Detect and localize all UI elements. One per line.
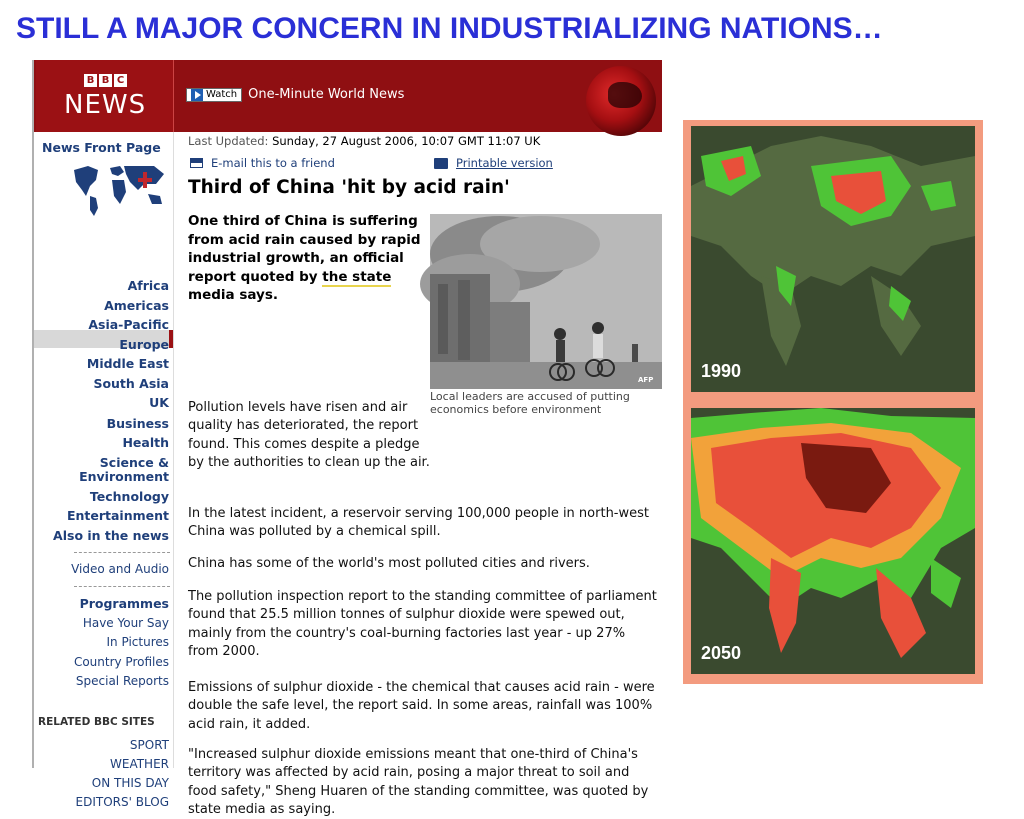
play-icon bbox=[191, 89, 203, 101]
article-paragraph: Pollution levels have risen and air quality has deteriorated, the report found. This comes despite a pledge by the authorities to clean up the air. bbox=[188, 400, 430, 470]
acid-rain-maps-panel bbox=[683, 120, 983, 684]
world-map-icon[interactable] bbox=[68, 160, 170, 218]
asia-map-2050 bbox=[691, 408, 975, 674]
last-updated-value: Sunday, 27 August 2006, 10:07 GMT 11:07 UK bbox=[272, 134, 541, 148]
slide-title: STILL A MAJOR CONCERN IN INDUSTRIALIZING NATIONS… bbox=[16, 12, 883, 45]
bbc-header bbox=[34, 60, 662, 132]
nav-news-front-page[interactable]: News Front Page bbox=[42, 140, 161, 155]
watch-button[interactable] bbox=[186, 88, 242, 102]
nav-also-in-the-news[interactable]: Also in the news bbox=[53, 528, 169, 543]
asia-map-1990 bbox=[691, 126, 975, 392]
article-paragraph: Emissions of sulphur dioxide - the chemical that causes acid rain - were double the safe level, the report said. In some areas, rainfall was 100% acid rain, it added. bbox=[188, 680, 655, 732]
acid-rain-map-1990 bbox=[691, 126, 975, 392]
bbc-logo-block: B bbox=[99, 74, 112, 87]
article-paragraph: In the latest incident, a reservoir serving 100,000 people in north-west China was polluted by a chemical spill. bbox=[188, 506, 649, 540]
nav-region-south-asia[interactable]: South Asia bbox=[93, 376, 169, 391]
article-headline: Third of China 'hit by acid rain' bbox=[188, 177, 510, 198]
related-sport[interactable]: SPORT bbox=[129, 738, 169, 752]
related-on-this-day[interactable]: ON THIS DAY bbox=[91, 776, 169, 790]
bbc-logo-block: B bbox=[84, 74, 97, 87]
nav-science[interactable]: Science & bbox=[99, 455, 169, 470]
nav-country-profiles[interactable]: Country Profiles bbox=[73, 655, 169, 669]
nav-special-reports[interactable]: Special Reports bbox=[75, 674, 169, 688]
lead-text-start: One third of China is suffering from acid rain caused by rapid industrial growth, an official report quoted by bbox=[188, 213, 421, 285]
nav-region-europe[interactable]: Europe bbox=[119, 337, 169, 352]
email-friend-label: E-mail this to a friend bbox=[211, 156, 335, 170]
smog-factory-photo bbox=[430, 214, 662, 389]
nav-business[interactable]: Business bbox=[106, 416, 169, 431]
article-paragraph: "Increased sulphur dioxide emissions meant that one-third of China's territory was affected by acid rain, posing a major threat to soil and food safety," Sheng Huaren of the standing committee, was quoted by state media as saying. bbox=[188, 747, 649, 817]
nav-environment[interactable]: Environment bbox=[79, 469, 169, 484]
nav-region-middle-east[interactable]: Middle East bbox=[86, 356, 169, 371]
last-updated-label: Last Updated: bbox=[188, 134, 269, 148]
nav-video-and-audio[interactable]: Video and Audio bbox=[71, 562, 169, 576]
mail-icon bbox=[190, 158, 203, 168]
nav-divider bbox=[74, 552, 170, 553]
map-year-label: 2050 bbox=[701, 643, 742, 663]
nav-in-pictures[interactable]: In Pictures bbox=[106, 635, 169, 649]
bbc-logo-block: C bbox=[114, 74, 127, 87]
article-paragraph: China has some of the world's most polluted cities and rivers. bbox=[188, 556, 590, 571]
related-weather[interactable]: WEATHER bbox=[110, 757, 169, 771]
nav-region-africa[interactable]: Africa bbox=[127, 278, 169, 293]
nav-region-americas[interactable]: Americas bbox=[104, 298, 169, 313]
lead-inline-link[interactable]: the state bbox=[322, 268, 392, 285]
bbc-news-screenshot bbox=[32, 60, 660, 817]
related-sites-heading: RELATED BBC SITES bbox=[38, 716, 155, 728]
article-paragraph: The pollution inspection report to the standing committee of parliament found that 25.5 million tonnes of sulphur dioxide were spewed out, mainly from the country's coal-burning factories last year - up 27% from 2000. bbox=[188, 589, 657, 659]
printable-version-link[interactable] bbox=[434, 156, 553, 170]
printer-icon bbox=[434, 158, 448, 169]
nav-region-asia-pacific[interactable]: Asia-Pacific bbox=[88, 317, 169, 332]
email-friend-link[interactable] bbox=[190, 156, 335, 170]
last-updated bbox=[188, 134, 540, 148]
nav-technology[interactable]: Technology bbox=[89, 489, 169, 504]
nav-health[interactable]: Health bbox=[122, 435, 169, 450]
printable-version-label: Printable version bbox=[456, 156, 553, 170]
article-lead bbox=[188, 212, 424, 305]
nav-programmes[interactable]: Programmes bbox=[79, 596, 169, 611]
photo-credit: AFP bbox=[638, 376, 654, 384]
acid-rain-map-2050 bbox=[691, 408, 975, 674]
bbc-news-logo[interactable] bbox=[36, 60, 174, 132]
left-navigation bbox=[34, 132, 174, 809]
bbc-news-wordmark: NEWS bbox=[64, 90, 147, 120]
nav-have-your-say[interactable]: Have Your Say bbox=[82, 616, 169, 630]
nav-region-uk[interactable]: UK bbox=[149, 395, 169, 410]
watch-title[interactable]: One-Minute World News bbox=[248, 87, 405, 102]
globe-land-shape bbox=[608, 82, 642, 108]
nav-entertainment[interactable]: Entertainment bbox=[66, 508, 169, 523]
nav-active-marker bbox=[169, 330, 173, 348]
photo-caption: Local leaders are accused of putting economics before environment bbox=[430, 390, 630, 416]
article-photo bbox=[430, 214, 662, 389]
watch-button-label: Watch bbox=[206, 88, 238, 100]
lead-text-end: media says. bbox=[188, 287, 279, 303]
map-year-label: 1990 bbox=[701, 361, 742, 381]
watch-world-news[interactable] bbox=[186, 87, 404, 102]
nav-divider bbox=[74, 586, 170, 587]
related-editors-blog[interactable]: EDITORS' BLOG bbox=[75, 795, 169, 809]
